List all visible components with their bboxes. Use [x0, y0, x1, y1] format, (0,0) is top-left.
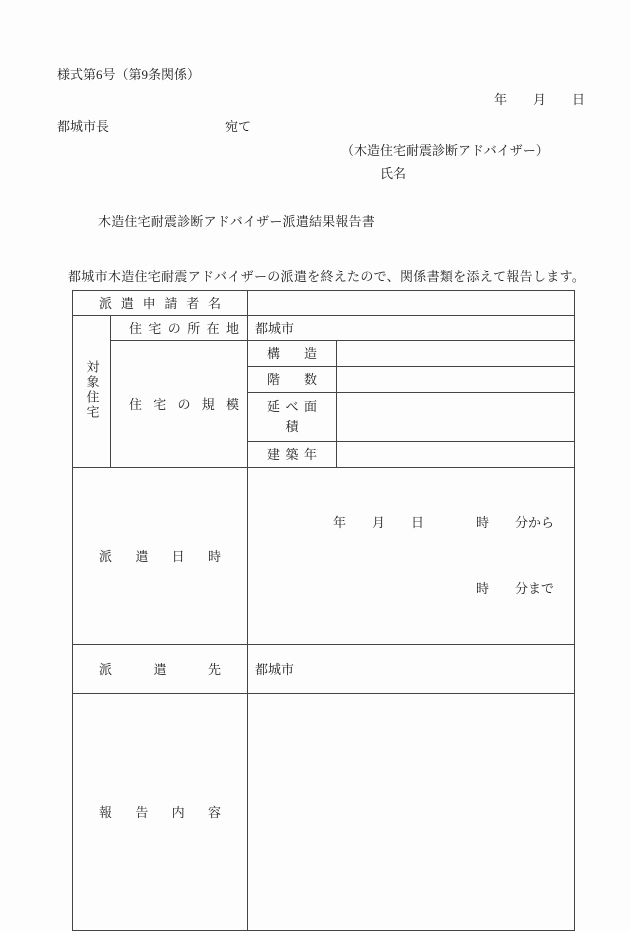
table-row — [73, 694, 575, 931]
dispatch-destination-label: 派 遣 先 — [73, 645, 248, 694]
floor-area-label-line1: 延 べ 面 — [267, 399, 318, 414]
dispatch-datetime-line2: 時 分まで — [476, 581, 555, 596]
applicant-name-value — [248, 291, 575, 316]
addressee-suffix: 宛て — [225, 119, 252, 134]
house-location-value: 都城市 — [248, 316, 575, 341]
table-row — [73, 316, 575, 341]
target-house-group-label — [73, 316, 111, 468]
dispatch-datetime-value — [248, 468, 575, 645]
report-content-label: 報 告 内 容 — [73, 694, 248, 931]
dispatch-datetime-label: 派 遣 日 時 — [73, 468, 248, 645]
table-row — [73, 645, 575, 694]
date-line: 年 月 日 — [493, 92, 585, 107]
build-year-value — [337, 442, 575, 468]
target-house-vertical-text: 対象住宅 — [84, 360, 100, 420]
table-row — [73, 341, 575, 367]
floor-area-label — [248, 393, 337, 442]
house-location-label: 住 宅 の 所 在 地 — [111, 316, 248, 341]
floor-area-label-line2: 積 — [285, 419, 299, 434]
name-label: 氏名 — [380, 166, 407, 181]
table-row — [73, 291, 575, 316]
structure-label: 構 造 — [248, 341, 337, 367]
house-scale-label: 住 宅 の 規 模 — [111, 341, 248, 468]
report-table — [72, 290, 575, 931]
addressee: 都城市長 — [57, 119, 110, 134]
document-title: 木造住宅耐震診断アドバイザー派遣結果報告書 — [98, 214, 375, 229]
floors-value — [337, 367, 575, 393]
build-year-label: 建 築 年 — [248, 442, 337, 468]
dispatch-destination-value: 都城市 — [248, 645, 575, 694]
form-number: 様式第6号（第9条関係） — [57, 67, 201, 82]
floors-label: 階 数 — [248, 367, 337, 393]
dispatch-datetime-line1: 年 月 日 時 分から — [333, 515, 555, 530]
report-content-value — [248, 694, 575, 931]
structure-value — [337, 341, 575, 367]
intro-sentence: 都城市木造住宅耐震アドバイザーの派遣を終えたので、関係書類を添えて報告します。 — [68, 269, 586, 284]
advisor-designation: （木造住宅耐震診断アドバイザー） — [341, 143, 549, 158]
applicant-name-label: 派 遣 申 請 者 名 — [73, 291, 248, 316]
floor-area-value — [337, 393, 575, 442]
table-row — [73, 468, 575, 645]
addressee-line — [57, 119, 630, 134]
